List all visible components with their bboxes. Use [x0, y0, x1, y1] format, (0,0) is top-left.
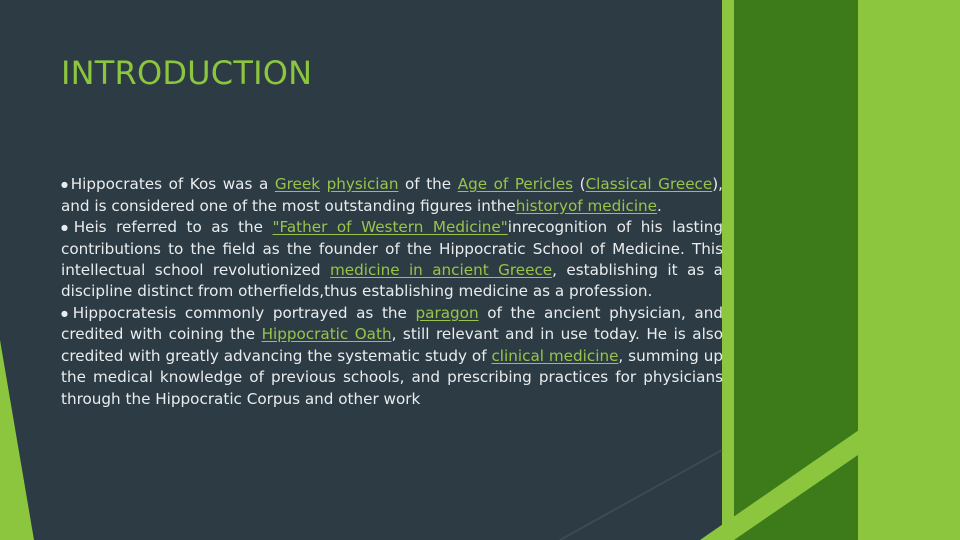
- text-run: of the: [398, 175, 458, 194]
- hyperlink[interactable]: medicine in ancient Greece: [330, 261, 553, 280]
- text-run: , establishing it as a discipline distinct from otherfields,thus establishing medicine as a profession.: [61, 261, 723, 301]
- bullet-icon: ●: [61, 308, 72, 318]
- bullet-icon: ●: [61, 223, 73, 233]
- body-text: [61, 174, 723, 410]
- hyperlink[interactable]: paragon: [415, 304, 479, 323]
- hyperlink[interactable]: physician: [326, 175, 399, 194]
- text-run: Hippocratesis commonly portrayed as the: [72, 304, 416, 323]
- text-run: , summing up the medical knowledge of previous schools, and prescribing practices for physicians through the Hippocratic Corpus and other work: [61, 346, 723, 408]
- text-run: , still relevant and in use today. He is also credited with greatly advancing the systematic study of: [61, 325, 723, 365]
- text-run: Heis referred to as the: [73, 218, 273, 237]
- text-run: inrecognition of his lasting contributions to the field as the founder of the Hippocratic School of Medicine. This intellectual school revolutionized: [61, 218, 723, 280]
- hyperlink[interactable]: Age of Pericles: [457, 175, 574, 194]
- faint-diagonal-line: [560, 450, 722, 540]
- hyperlink[interactable]: clinical medicine: [491, 346, 619, 365]
- paragraph-2: [61, 217, 723, 303]
- paragraph-1: [61, 174, 723, 217]
- hyperlink[interactable]: "Father of Western Medicine": [272, 218, 508, 237]
- hyperlink[interactable]: Greek: [274, 175, 320, 194]
- text-run: (: [573, 175, 586, 194]
- hyperlink[interactable]: Classical Greece: [585, 175, 713, 194]
- text-run: Hippocrates of Kos was a: [70, 175, 275, 194]
- hyperlink[interactable]: Hippocratic Oath: [261, 325, 392, 344]
- slide-title: INTRODUCTION: [61, 54, 313, 92]
- hyperlink[interactable]: historyof medicine: [515, 196, 658, 215]
- paragraph-3: [61, 303, 723, 410]
- text-run: .: [657, 196, 662, 215]
- bottom-left-triangle: [0, 340, 34, 540]
- text-run: ), and is considered one of the most outstanding figures inthe: [61, 175, 723, 215]
- text-run: of the ancient physician, and credited with coining the: [61, 304, 723, 344]
- bullet-icon: ●: [61, 180, 70, 189]
